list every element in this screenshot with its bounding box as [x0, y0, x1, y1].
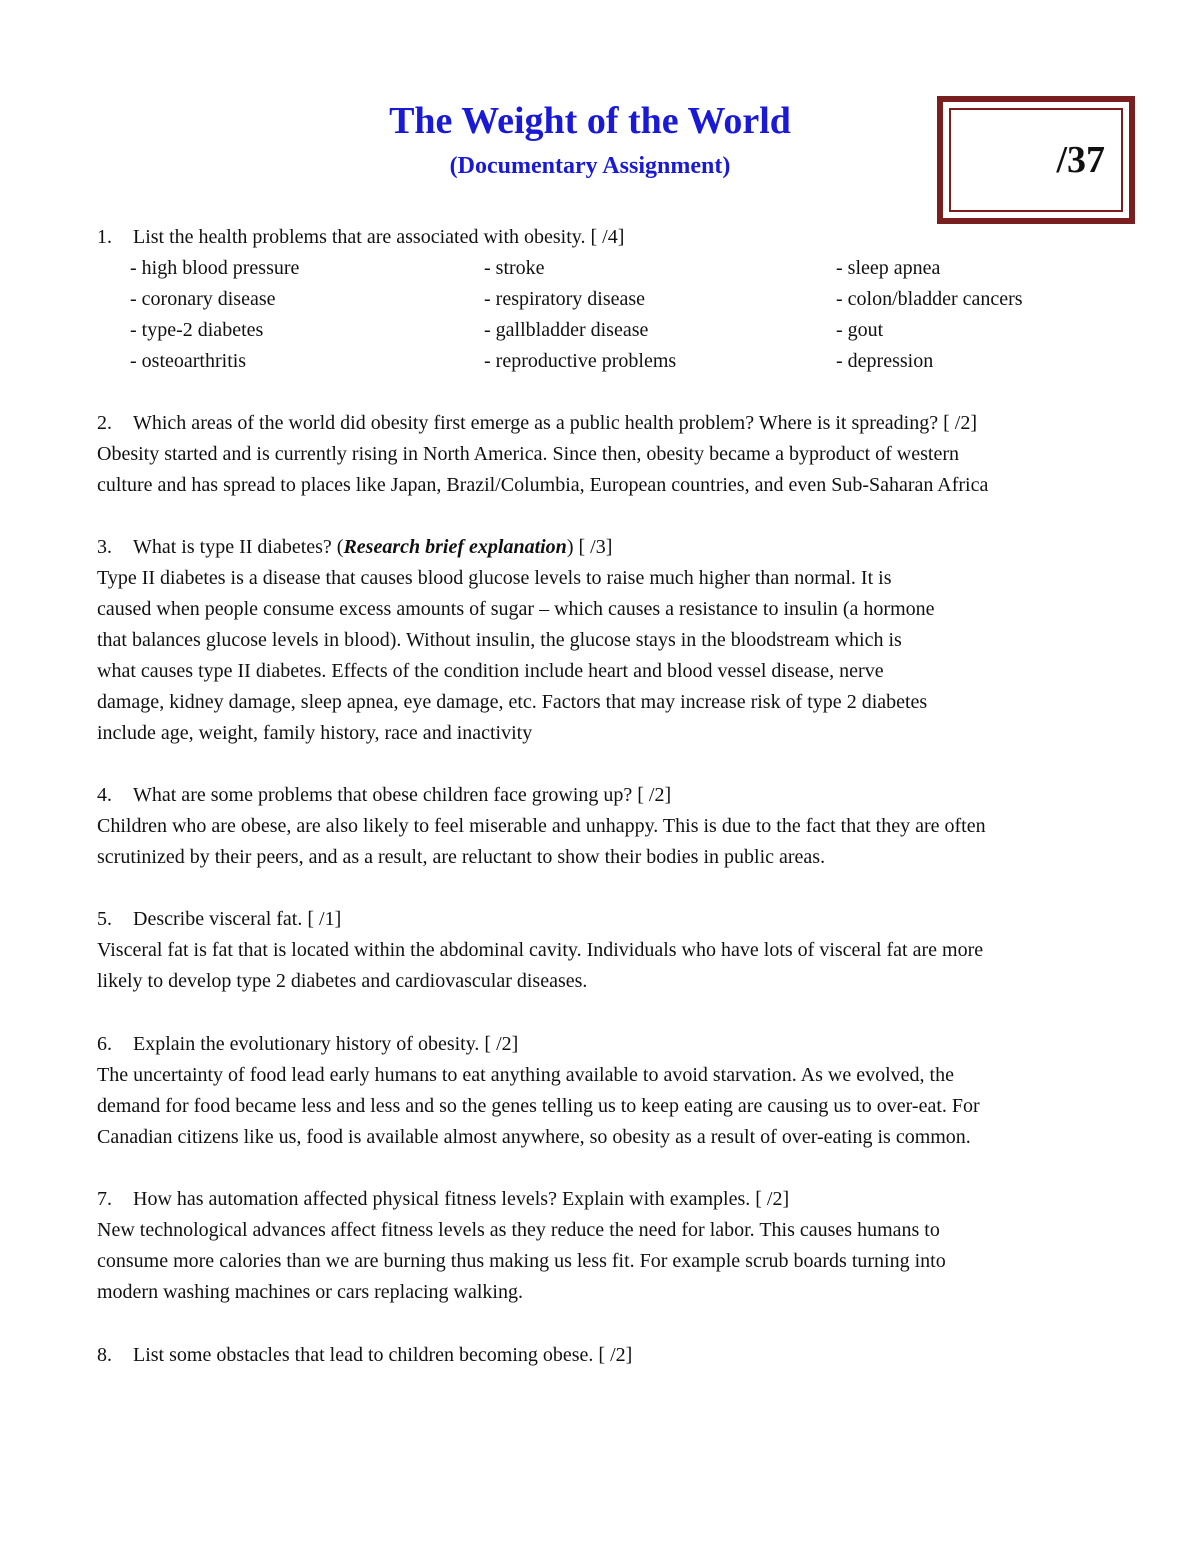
question-1 [97, 222, 624, 252]
question-5 [97, 904, 341, 934]
question-number: 8. [97, 1344, 112, 1366]
list-item: - type-2 diabetes [130, 319, 264, 341]
answer-line: The uncertainty of food lead early humans to eat anything available to avoid starvation. As we evolved, the [97, 1064, 954, 1086]
question-text: What is type II diabetes? ( [133, 536, 344, 558]
answer-line: caused when people consume excess amounts of sugar – which causes a resistance to insulin (a hormone [97, 598, 935, 620]
answer-line: what causes type II diabetes. Effects of the condition include heart and blood vessel disease, nerve [97, 660, 884, 682]
question-text: List some obstacles that lead to children becoming obese. [ /2] [133, 1344, 633, 1366]
question-number: 1. [97, 226, 112, 248]
score-box [937, 96, 1135, 224]
question-emphasis: Research brief explanation [343, 536, 567, 558]
list-item: - coronary disease [130, 288, 276, 310]
total-score: /37 [1056, 139, 1105, 181]
question-text: Which areas of the world did obesity first emerge as a public health problem? Where is it spreading? [ /2] [133, 412, 977, 434]
list-item: - depression [836, 350, 934, 372]
question-text: List the health problems that are associated with obesity. [ /4] [133, 226, 625, 248]
answer-line: Type II diabetes is a disease that causes blood glucose levels to raise much higher than normal. It is [97, 567, 892, 589]
list-item: - colon/bladder cancers [836, 288, 1023, 310]
list-item: - reproductive problems [484, 350, 677, 372]
list-item: - sleep apnea [836, 257, 941, 279]
answer-line: culture and has spread to places like Japan, Brazil/Columbia, European countries, and even Sub-Saharan Africa [97, 474, 989, 496]
answer-line: Obesity started and is currently rising in North America. Since then, obesity became a byproduct of western [97, 443, 959, 465]
answer-line: damage, kidney damage, sleep apnea, eye damage, etc. Factors that may increase risk of type 2 diabetes [97, 691, 928, 713]
question-number: 2. [97, 412, 112, 434]
list-item: - high blood pressure [130, 257, 300, 279]
list-item: - gallbladder disease [484, 319, 649, 341]
answer-line: demand for food became less and less and so the genes telling us to keep eating are causing us to over-eat. For [97, 1095, 980, 1117]
answer-line: modern washing machines or cars replacing walking. [97, 1281, 523, 1303]
question-4 [97, 780, 671, 810]
list-item: - osteoarthritis [130, 350, 247, 372]
question-6 [97, 1029, 518, 1059]
question-text-end: ) [ /3] [566, 536, 613, 558]
question-text: What are some problems that obese children face growing up? [ /2] [133, 784, 672, 806]
answer-line: consume more calories than we are burning thus making us less fit. For example scrub boards turning into [97, 1250, 946, 1272]
answer-line: include age, weight, family history, race and inactivity [97, 722, 533, 744]
question-number: 4. [97, 784, 112, 806]
list-item: - stroke [484, 257, 545, 279]
question-3 [97, 532, 612, 562]
question-2 [97, 408, 977, 438]
list-item: - respiratory disease [484, 288, 646, 310]
question-number: 6. [97, 1033, 112, 1055]
answer-line: scrutinized by their peers, and as a result, are reluctant to show their bodies in public areas. [97, 846, 826, 868]
answer-line: that balances glucose levels in blood). Without insulin, the glucose stays in the bloodstream which is [97, 629, 902, 651]
answer-line: Children who are obese, are also likely to feel miserable and unhappy. This is due to the fact that they are often [97, 815, 986, 837]
question-text: How has automation affected physical fitness levels? Explain with examples. [ /2] [133, 1188, 790, 1210]
question-text: Explain the evolutionary history of obesity. [ /2] [133, 1033, 519, 1055]
question-number: 7. [97, 1188, 112, 1210]
question-text: Describe visceral fat. [ /1] [133, 908, 342, 930]
document-title: The Weight of the World [389, 100, 791, 142]
document-subtitle: (Documentary Assignment) [449, 153, 731, 179]
question-number: 3. [97, 536, 112, 558]
list-item: - gout [836, 319, 884, 341]
answer-line: likely to develop type 2 diabetes and cardiovascular diseases. [97, 970, 588, 992]
question-number: 5. [97, 908, 112, 930]
question-8 [97, 1340, 632, 1370]
answer-line: Visceral fat is fat that is located within the abdominal cavity. Individuals who have lots of visceral fat are more [97, 939, 984, 961]
answer-line: New technological advances affect fitness levels as they reduce the need for labor. This causes humans to [97, 1219, 940, 1241]
question-7 [97, 1184, 789, 1214]
answer-line: Canadian citizens like us, food is available almost anywhere, so obesity as a result of over-eating is common. [97, 1126, 971, 1148]
